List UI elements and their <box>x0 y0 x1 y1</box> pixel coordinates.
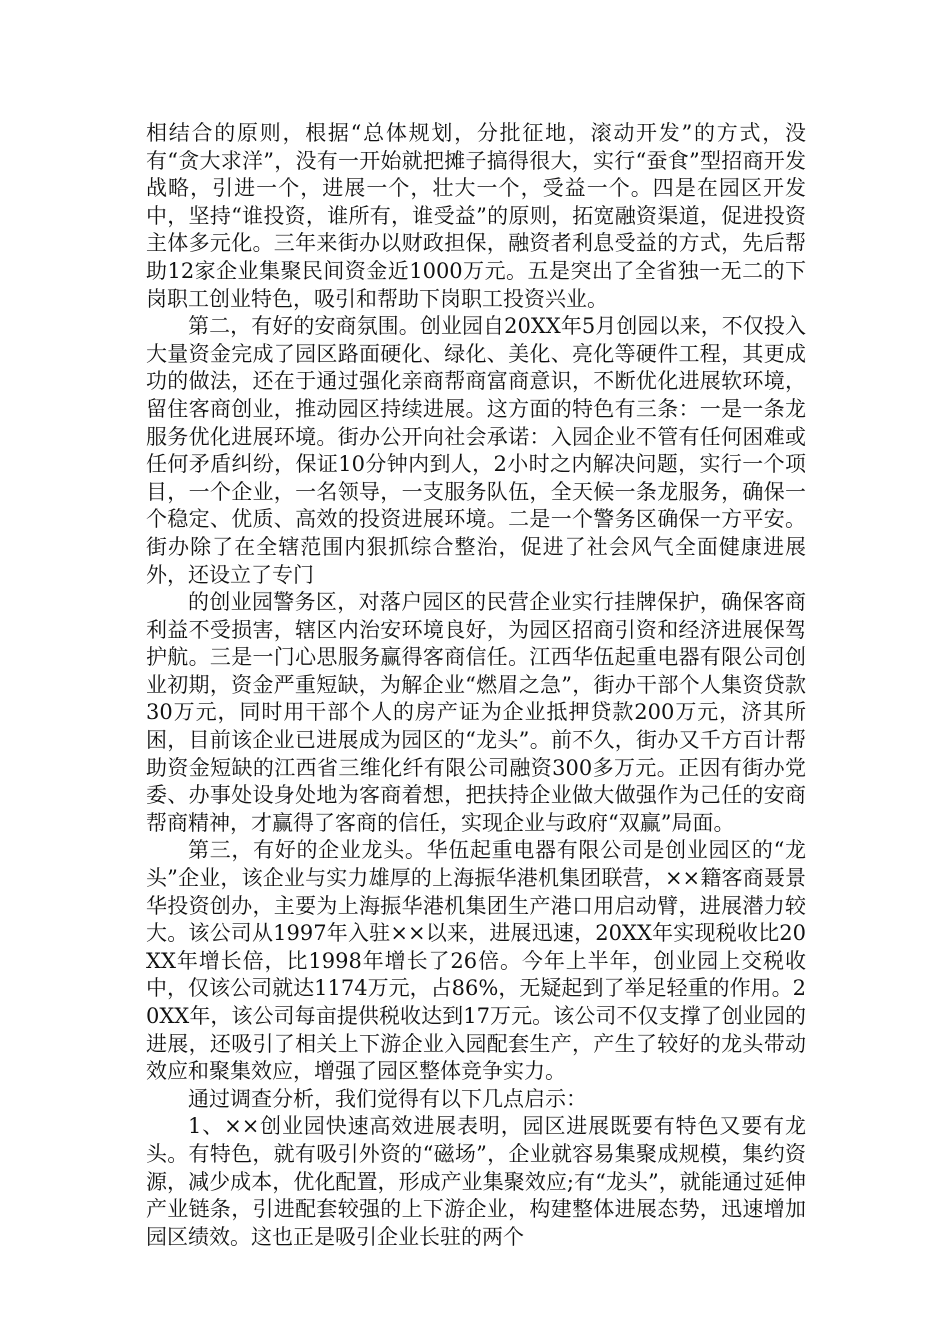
document-body <box>146 120 806 1251</box>
paragraph-4: 第三，有好的企业龙头。华伍起重电器有限公司是创业园区的“龙头”企业，该企业与实力雄厚的上海振华港机集团联营，××籍客商聂景华投资创办，主要为上海振华港机集团生产港口用启动臂，进展潜力较大。该公司从1997年入驻××以来，进展迅速，20XX年实现税收比20XX年增长倍，比1998年增长了26倍。今年上半年，创业园上交税收中，仅该公司就达1174万元，占86%，无疑起到了举足轻重的作用。20XX年，该公司每亩提供税收达到17万元。该公司不仅支撑了创业园的进展，还吸引了相关上下游企业入园配套生产，产生了较好的龙头带动效应和聚集效应，增强了园区整体竞争实力。 <box>146 838 806 1084</box>
paragraph-2: 第二，有好的安商氛围。创业园自20XX年5月创园以来，不仅投入大量资金完成了园区路面硬化、绿化、美化、亮化等硬件工程，其更成功的做法，还在于通过强化亲商帮商富商意识，不断优化进展软环境，留住客商创业，推动园区持续进展。这方面的特色有三条：一是一条龙服务优化进展环境。街办公开向社会承诺：入园企业不管有任何困难或任何矛盾纠纷，保证10分钟内到人，2小时之内解决问题，实行一个项目，一个企业，一名领导，一支服务队伍，全天候一条龙服务，确保一个稳定、优质、高效的投资进展环境。二是一个警务区确保一方平安。街办除了在全辖范围内狠抓综合整治，促进了社会风气全面健康进展外，还设立了专门 <box>146 314 806 587</box>
paragraph-5: 通过调查分析，我们觉得有以下几点启示： <box>188 1086 587 1111</box>
paragraph-6: 1、××创业园快速高效进展表明，园区进展既要有特色又要有龙头。有特色，就有吸引外资的“磁场”，企业就容易集聚成规模，集约资源，减少成本，优化配置，形成产业集聚效应;有“龙头”，就能通过延伸产业链条，引进配套较强的上下游企业，构建整体进展态势，迅速增加园区绩效。这也正是吸引企业长驻的两个 <box>146 1114 806 1249</box>
paragraph-3: 的创业园警务区，对落户园区的民营企业实行挂牌保护，确保客商利益不受损害，辖区内治安环境良好，为园区招商引资和经济进展保驾护航。三是一门心思服务赢得客商信任。江西华伍起重电器有限公司创业初期，资金严重短缺，为解企业“燃眉之急”，街办干部个人集资贷款30万元，同时用干部个人的房产证为企业抵押贷款200万元，济其所困，目前该企业已进展成为园区的“龙头”。前不久，街办又千方百计帮助资金短缺的江西省三维化纤有限公司融资300多万元。正因有街办党委、办事处设身处地为客商着想，把扶持企业做大做强作为己任的安商帮商精神，才赢得了客商的信任，实现企业与政府“双赢”局面。 <box>146 590 806 835</box>
paragraph-1: 相结合的原则，根据“总体规划，分批征地，滚动开发”的方式，没有“贪大求洋”，没有一开始就把摊子搞得很大，实行“蚕食”型招商开发战略，引进一个，进展一个，壮大一个，受益一个。四是在园区开发中，坚持“谁投资，谁所有，谁受益”的原则，拓宽融资渠道，促进投资主体多元化。三年来街办以财政担保，融资者利息受益的方式，先后帮助12家企业集聚民间资金近1000万元。五是突出了全省独一无二的下岗职工创业特色，吸引和帮助下岗职工投资兴业。 <box>146 121 806 311</box>
